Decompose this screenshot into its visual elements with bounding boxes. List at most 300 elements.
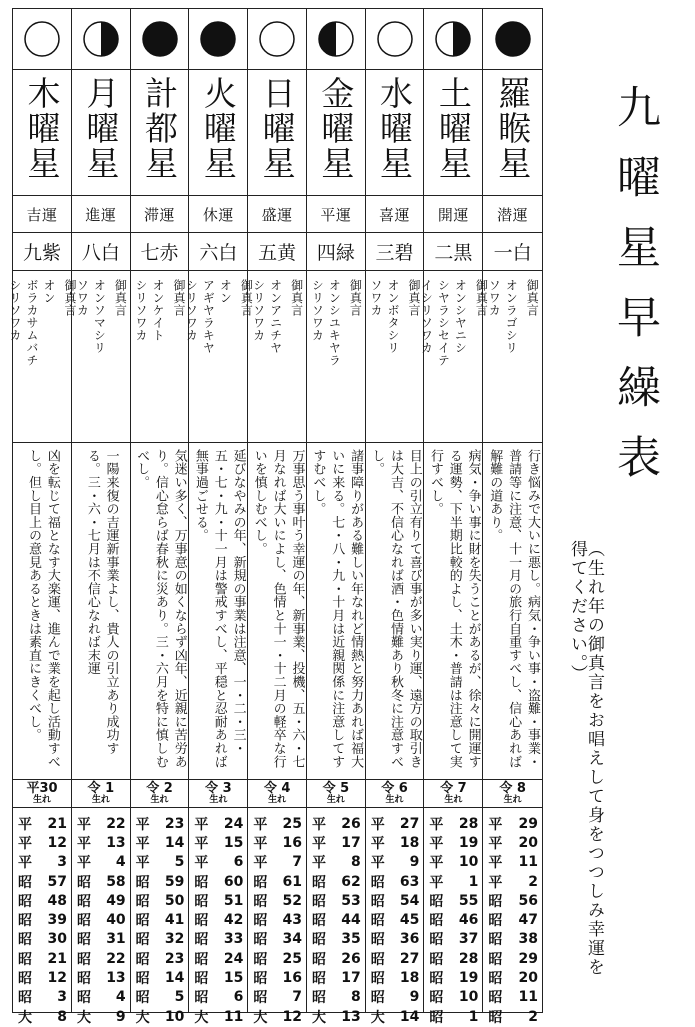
birth-year <box>483 930 542 949</box>
era-char: 昭 <box>194 990 209 1007</box>
era-char: 大 <box>370 1009 385 1026</box>
era-year: 33 <box>223 931 244 948</box>
era-char: 昭 <box>135 932 150 949</box>
birth-era: 令 4 <box>263 781 291 796</box>
era-year: 11 <box>518 989 539 1006</box>
era-year: 43 <box>282 912 303 929</box>
era-year: 5 <box>174 854 185 871</box>
birth-era: 令 3 <box>205 781 232 796</box>
star-column <box>184 9 254 1026</box>
era-year: 8 <box>57 1008 67 1025</box>
birth-label: 生れ <box>326 795 345 805</box>
description-text: 気迷い多く、万事意の如くならず凶年、近親に苦労あり。信心怠らば春秋に災あり。三・六月を特に慎しむべし。 <box>134 449 187 769</box>
mantra-cell <box>8 271 77 443</box>
birth-year <box>307 1007 365 1026</box>
moon-cell <box>483 9 542 70</box>
era-year: 14 <box>164 970 185 987</box>
star-column <box>419 9 489 1026</box>
birth-year <box>307 910 365 929</box>
birth-year <box>307 988 365 1007</box>
era-year: 8 <box>350 854 361 871</box>
era-char: 平 <box>194 835 209 852</box>
era-year: 63 <box>399 873 420 890</box>
moon-phase-icon <box>140 19 180 59</box>
era-year: 32 <box>164 931 185 948</box>
era-char: 大 <box>18 1009 32 1026</box>
era-year: 21 <box>47 950 67 967</box>
era-char: 昭 <box>18 893 32 910</box>
era-year: 61 <box>282 873 303 890</box>
era-char: 昭 <box>312 990 327 1007</box>
era-year: 18 <box>399 970 420 987</box>
birth-year <box>366 910 424 929</box>
birth-year <box>307 891 365 910</box>
era-year: 25 <box>282 950 303 967</box>
birth-year <box>307 949 365 968</box>
birth-year <box>366 949 424 968</box>
era-char: 昭 <box>370 932 385 949</box>
era-char: 昭 <box>77 951 91 968</box>
era-year: 23 <box>164 950 185 967</box>
mantra-line: オンシヤニシ <box>453 279 468 354</box>
mantra-line: シリソワカ <box>134 279 148 342</box>
mantra-cell <box>366 271 424 443</box>
mantra-line: オンソマシリ <box>92 279 107 354</box>
era-char: 昭 <box>18 951 32 968</box>
title-panel <box>560 60 680 980</box>
birth-label: 生れ <box>32 795 51 805</box>
birth-year <box>189 949 247 968</box>
era-year: 15 <box>223 834 244 851</box>
era-char: 昭 <box>77 971 91 988</box>
birth-year <box>248 853 306 872</box>
birth-year <box>131 930 189 949</box>
birth-label: 生れ <box>444 795 463 805</box>
era-year: 20 <box>518 834 539 851</box>
era-year: 11 <box>518 854 539 871</box>
era-char: 平 <box>253 835 268 852</box>
era-char: 昭 <box>312 893 327 910</box>
era-char: 昭 <box>370 913 385 930</box>
description-text: 一陽来復の吉運新事業よし、貴人の引立あり成功する。三・六・七月は不信心なれば末運 <box>84 449 119 755</box>
era-year: 46 <box>458 912 479 929</box>
fortune-description <box>483 443 542 780</box>
birth-year <box>307 930 365 949</box>
birth-era-cell <box>131 780 189 808</box>
description-text: 万事思う事叶う幸運の年、新事業、投機、五・六・七月なれば大いによし、色情と十一・十二月の軽卒な行いを慎しむべし。 <box>251 449 305 769</box>
era-year: 49 <box>106 892 126 909</box>
era-char: 昭 <box>194 913 209 930</box>
mantra-line: オンラゴシリ <box>504 279 519 354</box>
era-char: 平 <box>429 816 444 833</box>
birth-years-list <box>366 808 424 1026</box>
birth-year <box>483 1007 542 1026</box>
star-name-cell <box>131 70 189 196</box>
era-year: 60 <box>223 873 244 890</box>
moon-phase-icon <box>375 19 415 59</box>
birth-year <box>424 872 482 891</box>
era-year: 6 <box>233 854 244 871</box>
era-year: 18 <box>399 834 420 851</box>
era-year: 34 <box>282 931 303 948</box>
birth-year <box>189 910 247 929</box>
birth-year <box>307 872 365 891</box>
era-year: 51 <box>223 892 244 909</box>
mantra-line: オンケイト <box>151 279 165 342</box>
birth-year <box>248 833 306 852</box>
birth-era: 令 2 <box>146 781 173 796</box>
era-year: 30 <box>47 931 67 948</box>
birth-era-cell <box>366 780 424 808</box>
era-char: 昭 <box>77 893 91 910</box>
mantra-line: シリソワカ <box>184 279 199 342</box>
birth-year <box>483 872 542 891</box>
birth-year <box>13 891 71 910</box>
nine-star-label: 五黄 <box>248 233 306 271</box>
era-char: 昭 <box>77 990 91 1007</box>
era-char: 昭 <box>135 874 150 891</box>
description-text: 行き悩みで大いに悪し。病気・争い事・盗難・事業・普請等に注意、十一月の旅行自重すべし、信心あれば解難の道あり。 <box>487 449 540 769</box>
nine-star-label: 六白 <box>189 233 247 271</box>
era-char: 昭 <box>312 932 327 949</box>
era-year: 29 <box>518 815 539 832</box>
nine-star-label: 七赤 <box>131 233 189 271</box>
birth-year <box>307 968 365 987</box>
birth-year <box>131 891 189 910</box>
era-char: 昭 <box>370 990 385 1007</box>
era-year: 31 <box>106 931 126 948</box>
era-year: 6 <box>233 989 244 1006</box>
era-char: 平 <box>77 835 91 852</box>
star-column <box>8 9 77 1026</box>
birth-year <box>366 853 424 872</box>
star-name: 日曜星 <box>257 76 297 181</box>
era-year: 40 <box>106 912 126 929</box>
era-year: 7 <box>292 989 303 1006</box>
mantra-line: オン <box>42 279 56 304</box>
era-char: 昭 <box>429 990 444 1007</box>
star-name-cell <box>13 70 71 196</box>
era-char: 昭 <box>370 893 385 910</box>
birth-year <box>189 891 247 910</box>
era-year: 44 <box>341 912 361 929</box>
era-char: 平 <box>135 816 150 833</box>
star-name-cell <box>366 70 424 196</box>
era-char: 昭 <box>370 971 385 988</box>
era-year: 26 <box>341 950 361 967</box>
era-year: 22 <box>106 815 126 832</box>
era-char: 大 <box>253 1009 268 1026</box>
mantra-header: 御真言 <box>348 279 363 317</box>
birth-year <box>131 1007 189 1026</box>
birth-year <box>307 853 365 872</box>
birth-year <box>366 968 424 987</box>
era-year: 20 <box>518 970 539 987</box>
birth-year <box>189 988 247 1007</box>
birth-year <box>13 853 71 872</box>
birth-era-cell <box>72 780 130 808</box>
birth-year <box>72 853 130 872</box>
era-char: 昭 <box>135 971 150 988</box>
mantra-line: ソワカ <box>487 279 502 317</box>
birth-year <box>307 833 365 852</box>
era-year: 7 <box>292 854 303 871</box>
birth-era-cell <box>483 780 542 808</box>
birth-year <box>366 1007 424 1026</box>
moon-phase-icon <box>493 19 533 59</box>
era-char: 昭 <box>135 990 150 1007</box>
star-name: 水曜星 <box>375 76 415 181</box>
era-year: 57 <box>47 873 67 890</box>
moon-cell <box>189 9 247 70</box>
era-char: 昭 <box>253 990 268 1007</box>
era-char: 平 <box>312 816 327 833</box>
birth-year <box>248 1007 306 1026</box>
mantra-cell <box>419 271 489 443</box>
era-year: 29 <box>518 950 539 967</box>
era-char: 昭 <box>194 932 209 949</box>
fortune-description <box>424 443 482 780</box>
nine-star-label: 九紫 <box>13 233 71 271</box>
era-char: 昭 <box>18 990 32 1007</box>
birth-year <box>483 988 542 1007</box>
star-name-cell <box>424 70 482 196</box>
era-year: 25 <box>282 815 303 832</box>
description-text: 目上の引立有りて喜び事が多い実り運、遠方の取引きは大吉、不信心なれば酒・色情難あり秋冬に注意すべし。 <box>369 449 422 769</box>
mantra-line: オンシユキヤラ <box>327 279 342 367</box>
moon-cell <box>13 9 71 70</box>
birth-year <box>13 814 71 833</box>
fortune-label: 潜運 <box>483 196 542 233</box>
era-char: 平 <box>488 855 503 872</box>
mantra-header: 御真言 <box>525 279 540 317</box>
mantra-header: 御真言 <box>63 279 77 317</box>
era-char: 昭 <box>253 971 268 988</box>
birth-era: 令 8 <box>499 781 526 796</box>
era-year: 15 <box>223 970 244 987</box>
birth-year <box>72 988 130 1007</box>
era-year: 9 <box>409 989 420 1006</box>
birth-year <box>72 891 130 910</box>
moon-cell <box>248 9 306 70</box>
birth-label: 生れ <box>91 795 110 805</box>
moon-phase-icon <box>433 19 473 59</box>
mantra-line: ソワカ <box>369 279 384 317</box>
birth-year <box>189 853 247 872</box>
birth-year <box>189 968 247 987</box>
era-char: 平 <box>18 835 32 852</box>
era-year: 19 <box>458 834 479 851</box>
mantra-header: 御真言 <box>239 279 254 317</box>
mantra-header: 御真言 <box>474 279 489 317</box>
fortune-label: 盛運 <box>248 196 306 233</box>
era-year: 13 <box>106 970 126 987</box>
birth-years-list <box>483 808 542 1026</box>
birth-year <box>13 872 71 891</box>
era-year: 23 <box>164 815 185 832</box>
moon-cell <box>72 9 130 70</box>
moon-phase-icon <box>316 19 356 59</box>
birth-years-list <box>248 808 306 1026</box>
era-year: 10 <box>458 854 479 871</box>
birth-year <box>72 949 130 968</box>
era-char: 昭 <box>18 874 32 891</box>
birth-year <box>131 814 189 833</box>
moon-phase-icon <box>198 19 238 59</box>
birth-year <box>72 1007 130 1026</box>
description-text: 病気・争い事に財を失うことがあるが、徐々に開運する運勢、下半期比較的よし、土木・普請は注意して実行すべし。 <box>427 449 481 769</box>
fortune-label: 平運 <box>307 196 365 233</box>
star-name: 土曜星 <box>433 76 473 181</box>
era-year: 55 <box>458 892 479 909</box>
era-char: 昭 <box>312 971 327 988</box>
era-char: 平 <box>488 835 503 852</box>
star-column <box>483 9 542 1026</box>
era-char: 昭 <box>370 951 385 968</box>
moon-cell <box>131 9 189 70</box>
era-year: 11 <box>223 1008 244 1025</box>
birth-year <box>72 968 130 987</box>
era-year: 22 <box>106 950 126 967</box>
era-year: 5 <box>174 989 185 1006</box>
birth-year <box>248 910 306 929</box>
fortune-description <box>131 443 189 780</box>
era-year: 27 <box>399 815 420 832</box>
era-year: 27 <box>399 950 420 967</box>
birth-year <box>248 988 306 1007</box>
birth-era: 令 6 <box>381 781 408 796</box>
era-char: 昭 <box>488 951 503 968</box>
era-year: 12 <box>47 970 67 987</box>
birth-era: 令 7 <box>440 781 467 796</box>
era-char: 昭 <box>77 913 91 930</box>
era-char: 昭 <box>312 874 327 891</box>
era-year: 10 <box>458 989 479 1006</box>
birth-era-cell <box>307 780 365 808</box>
era-year: 56 <box>518 892 539 909</box>
mantra-header: 御真言 <box>113 279 128 317</box>
mantra-cell <box>184 271 254 443</box>
fortune-label: 滞運 <box>131 196 189 233</box>
mantra-line: シリソワカ <box>251 279 266 342</box>
birth-year <box>189 1007 247 1026</box>
era-year: 58 <box>106 873 126 890</box>
era-char: 昭 <box>488 971 503 988</box>
birth-year <box>366 872 424 891</box>
birth-era-cell <box>189 780 247 808</box>
mantra-cell <box>248 271 306 443</box>
era-char: 平 <box>312 855 327 872</box>
era-char: 大 <box>194 1009 209 1026</box>
era-char: 昭 <box>429 971 444 988</box>
moon-cell <box>424 9 482 70</box>
birth-label: 生れ <box>503 795 522 805</box>
birth-year <box>131 872 189 891</box>
moon-phase-icon <box>22 19 62 59</box>
era-char: 昭 <box>429 951 444 968</box>
birth-year <box>366 833 424 852</box>
birth-year <box>248 949 306 968</box>
fortune-label: 吉運 <box>13 196 71 233</box>
birth-year <box>72 814 130 833</box>
era-year: 50 <box>164 892 185 909</box>
era-char: 平 <box>77 816 91 833</box>
birth-year <box>248 891 306 910</box>
era-char: 昭 <box>429 1009 444 1026</box>
birth-year <box>424 833 482 852</box>
birth-year <box>248 872 306 891</box>
birth-era: 令 1 <box>87 781 115 796</box>
era-char: 平 <box>194 816 209 833</box>
birth-year <box>424 853 482 872</box>
birth-year <box>13 833 71 852</box>
birth-year <box>424 930 482 949</box>
mantra-line: ボラカサムバチ <box>25 279 39 367</box>
star-name: 月曜星 <box>81 76 121 181</box>
era-year: 39 <box>47 912 67 929</box>
star-column <box>248 9 307 1026</box>
era-char: 平 <box>370 816 385 833</box>
era-char: 昭 <box>253 913 268 930</box>
era-char: 平 <box>429 835 444 852</box>
era-char: 昭 <box>135 893 150 910</box>
era-char: 昭 <box>18 971 32 988</box>
era-char: 昭 <box>18 913 32 930</box>
era-year: 62 <box>341 873 361 890</box>
era-char: 昭 <box>135 913 150 930</box>
birth-year <box>424 968 482 987</box>
birth-year <box>131 833 189 852</box>
birth-year <box>13 988 71 1007</box>
birth-year <box>72 833 130 852</box>
birth-year <box>13 949 71 968</box>
era-year: 3 <box>57 854 67 871</box>
era-year: 47 <box>518 912 539 929</box>
era-year: 13 <box>341 1008 361 1025</box>
page-title: 九曜星早繰表 <box>609 84 660 504</box>
birth-year <box>424 910 482 929</box>
fortune-description <box>366 443 424 780</box>
era-year: 41 <box>164 912 185 929</box>
era-year: 2 <box>528 1008 539 1025</box>
birth-era: 令 5 <box>322 781 350 796</box>
era-year: 19 <box>458 970 479 987</box>
star-column <box>131 9 190 1026</box>
birth-years-list <box>424 808 482 1026</box>
birth-year <box>483 891 542 910</box>
era-char: 昭 <box>429 893 444 910</box>
era-year: 2 <box>528 873 539 890</box>
birth-year <box>366 891 424 910</box>
birth-year <box>13 968 71 987</box>
birth-label: 生れ <box>385 795 404 805</box>
era-char: 昭 <box>312 913 327 930</box>
mantra-line: アギヤラキヤ <box>201 279 216 354</box>
era-char: 平 <box>135 835 150 852</box>
birth-year <box>189 930 247 949</box>
fortune-description <box>307 443 365 780</box>
era-char: 昭 <box>429 913 444 930</box>
moon-cell <box>307 9 365 70</box>
moon-phase-icon <box>257 19 297 59</box>
era-char: 昭 <box>194 874 209 891</box>
birth-year <box>248 930 306 949</box>
era-year: 16 <box>282 970 303 987</box>
era-char: 昭 <box>488 913 503 930</box>
birth-year <box>13 930 71 949</box>
birth-years-list <box>307 808 365 1026</box>
era-char: 平 <box>253 855 268 872</box>
